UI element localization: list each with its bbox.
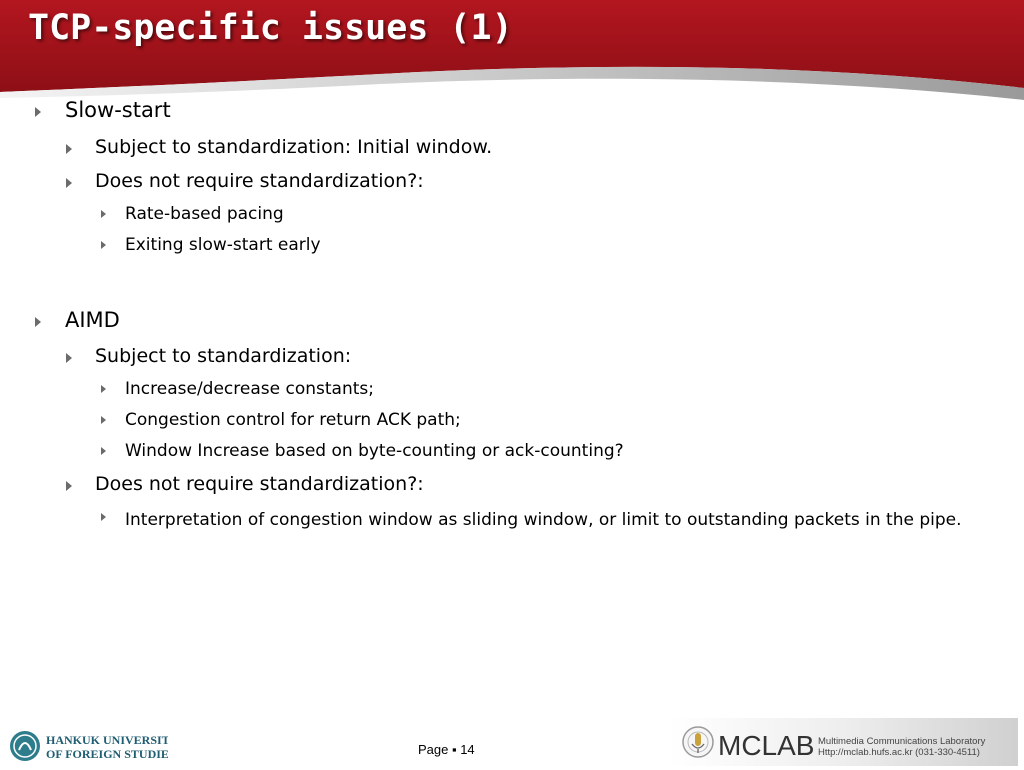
slide-title: TCP-specific issues (1) (28, 8, 513, 48)
bullet-congestion-return-ack: Congestion control for return ACK path; (125, 410, 461, 430)
bullet-arrow-icon (101, 513, 106, 521)
bullet-interpretation-cwnd: Interpretation of congestion window as sliding window, or limit to outstanding packets in the pipe. (125, 510, 962, 530)
bullet-arrow-icon (66, 353, 72, 363)
bullet-arrow-icon (66, 144, 72, 154)
bullet-arrow-icon (101, 241, 106, 249)
bullet-subject-initial-window: Subject to standardization: Initial window. (95, 136, 493, 158)
bullet-arrow-icon (101, 210, 106, 218)
bullet-increase-decrease: Increase/decrease constants; (125, 379, 374, 399)
lab-full-name: Multimedia Communications Laboratory (818, 736, 986, 747)
page-number: Page ▪ 14 (418, 742, 475, 757)
bullet-arrow-icon (101, 385, 106, 393)
microphone-icon (683, 727, 713, 757)
university-line1: HANKUK UNIVERSITY (46, 733, 168, 747)
bullet-arrow-icon (35, 107, 41, 117)
bullet-arrow-icon (66, 178, 72, 188)
bullet-not-require-1: Does not require standardization?: (95, 170, 424, 192)
bullet-aimd: AIMD (65, 308, 120, 332)
university-logo (8, 728, 168, 768)
bullet-window-increase: Window Increase based on byte-counting or ack-counting? (125, 441, 624, 461)
bullet-slow-start: Slow-start (65, 98, 171, 122)
lab-contact: Http://mclab.hufs.ac.kr (031-330-4511) (818, 747, 980, 758)
bullet-subject-standardization: Subject to standardization: (95, 345, 352, 367)
bullet-arrow-icon (101, 416, 106, 424)
bullet-not-require-2: Does not require standardization?: (95, 473, 424, 495)
bullet-exiting-slow-start: Exiting slow-start early (125, 235, 321, 255)
bullet-arrow-icon (35, 317, 41, 327)
bullet-arrow-icon (101, 447, 106, 455)
bullet-rate-based-pacing: Rate-based pacing (125, 204, 284, 224)
university-line2: OF FOREIGN STUDIES (46, 747, 168, 761)
bullet-arrow-icon (66, 481, 72, 491)
lab-logo-graphic (668, 718, 1018, 766)
university-emblem-icon (8, 728, 168, 764)
slide-header (0, 0, 1024, 100)
lab-name: MCLAB (718, 730, 815, 761)
lab-logo (668, 718, 1018, 770)
